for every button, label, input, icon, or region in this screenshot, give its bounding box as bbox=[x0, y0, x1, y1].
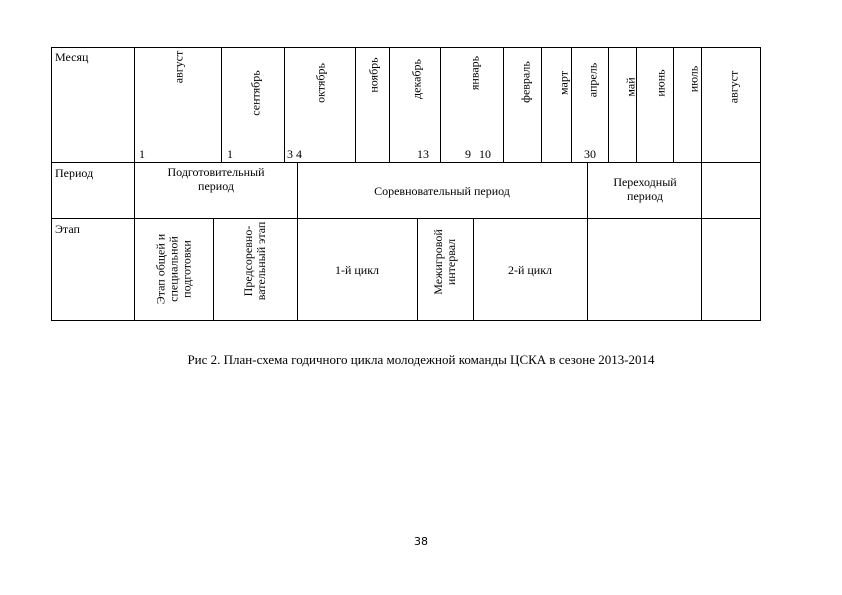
period-preparatory-line: Подготовительный bbox=[167, 165, 265, 179]
day-mark: 3 bbox=[287, 147, 293, 161]
month-label: март bbox=[556, 71, 571, 95]
stage-general-special-line: Этап общей и bbox=[153, 233, 168, 305]
period-competitive: Соревновательный период bbox=[374, 184, 510, 198]
month-label: февраль bbox=[518, 61, 533, 103]
day-mark: 13 bbox=[417, 147, 429, 161]
stage-general-special bbox=[155, 234, 194, 304]
cycle-plan-table bbox=[51, 47, 761, 321]
month-label: октябрь bbox=[313, 63, 328, 103]
stage-pre-competitive bbox=[242, 222, 268, 301]
row-header-period: Период bbox=[55, 166, 94, 180]
day-mark: 10 bbox=[479, 147, 491, 161]
stage-general-special-line: специальной bbox=[166, 236, 181, 302]
month-label: декабрь bbox=[409, 59, 424, 99]
period-preparatory-line: период bbox=[198, 179, 234, 193]
month-label: август bbox=[171, 50, 186, 84]
page-number: 38 bbox=[414, 535, 428, 548]
period-transition bbox=[613, 175, 676, 203]
row-header-stage: Этап bbox=[55, 222, 80, 236]
period-transition-line: Переходный bbox=[613, 175, 677, 189]
day-mark: 1 bbox=[139, 147, 145, 161]
month-label: май bbox=[623, 77, 638, 97]
month-label: ноябрь bbox=[366, 57, 381, 93]
day-mark: 30 bbox=[584, 147, 596, 161]
stage-cycle-2: 2-й цикл bbox=[507, 263, 553, 277]
day-mark: 1 bbox=[227, 147, 233, 161]
stage-interval bbox=[432, 229, 458, 294]
period-preparatory bbox=[167, 165, 264, 193]
stage-pre-competitive-line: Предсоревно- bbox=[241, 225, 255, 297]
month-label: июль bbox=[686, 65, 701, 93]
row-header-month: Месяц bbox=[55, 50, 89, 64]
stage-interval-line: Межигровой bbox=[431, 229, 445, 295]
period-transition-line: период bbox=[627, 189, 663, 203]
month-label: январь bbox=[467, 55, 482, 91]
stage-pre-competitive-line: вательный этап bbox=[254, 221, 268, 301]
month-label: август bbox=[726, 70, 741, 104]
stage-interval-line: интервал bbox=[444, 238, 458, 286]
figure-caption: Рис 2. План-схема годичного цикла молодежной команды ЦСКА в сезоне 2013-2014 bbox=[187, 352, 655, 367]
stage-cycle-1: 1-й цикл bbox=[334, 263, 380, 277]
month-label: апрель bbox=[585, 62, 600, 98]
month-label: июнь bbox=[653, 69, 668, 97]
month-label: сентябрь bbox=[248, 70, 263, 116]
stage-general-special-line: подготовки bbox=[179, 240, 194, 298]
day-mark: 9 bbox=[465, 147, 471, 161]
day-mark: 4 bbox=[296, 147, 302, 161]
